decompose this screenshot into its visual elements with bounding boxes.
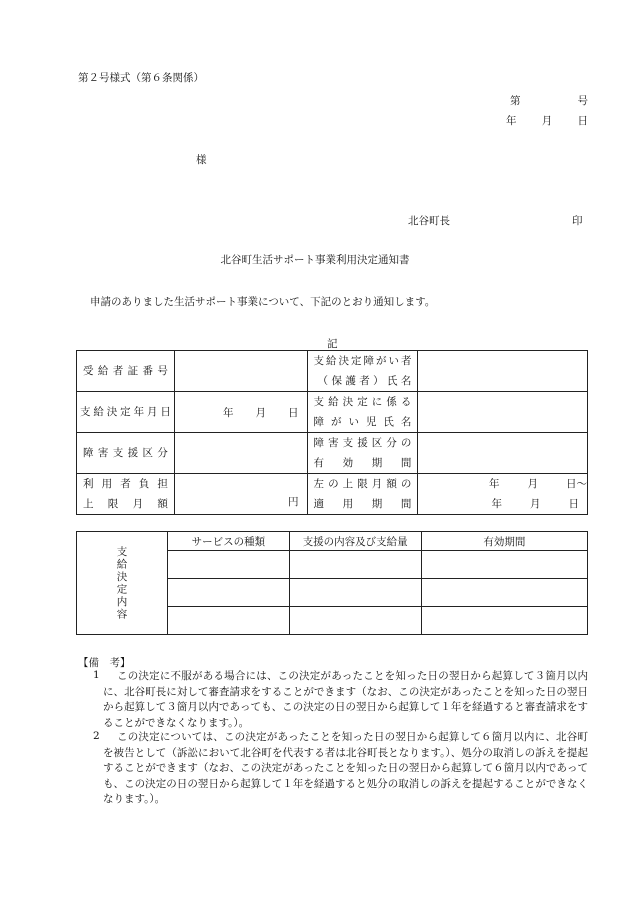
burden-limit-label: 利 用 者 負 担 上 限 月 額 bbox=[77, 474, 175, 515]
table-row bbox=[77, 351, 588, 392]
note-1-text: この決定に不服がある場合には、この決定があったことを知った日の翌日から起算して３箇月以内に、北谷町長に対して審査請求をすることができます（なお、この決定があったことを知った日の翌日から起算して３箇月以内であっても、この決定の日の翌日から起算して１年を経過すると審査請求をすることができなくなります。）。 bbox=[103, 670, 588, 729]
burden-limit-value: 円 bbox=[174, 474, 307, 515]
document-title: 北谷町生活サポート事業利用決定通知書 bbox=[220, 254, 410, 266]
apply-period-label: 左 の 上 限 月 額 の 適 用 期 間 bbox=[307, 474, 418, 515]
decision-date-value: 年 月 日 bbox=[174, 392, 307, 433]
recipient-name-value bbox=[418, 351, 588, 392]
intro-text: 申請のありました生活サポート事業について、下記のとおり通知します。 bbox=[90, 296, 436, 308]
support-category-value bbox=[174, 433, 307, 474]
decision-content-side-label: 支給決定内容 bbox=[77, 532, 168, 635]
number-suffix: 号 bbox=[577, 95, 588, 107]
seal-mark: 印 bbox=[572, 215, 583, 227]
child-name-label: 支 給 決 定 に 係 る 障 が い 児 氏 名 bbox=[307, 392, 418, 433]
note-2-number: 2 bbox=[93, 730, 100, 742]
document-number-line bbox=[510, 93, 588, 108]
child-name-value bbox=[418, 392, 588, 433]
recipient-name-label: 支 給 決 定 障 が い 者 （ 保 護 者 ） 氏 名 bbox=[307, 351, 418, 392]
notes-heading: 【備 考】 bbox=[78, 657, 131, 669]
recipient-cert-value bbox=[174, 351, 307, 392]
issue-year: 年 bbox=[506, 115, 517, 127]
form-number-label: 第２号様式（第６条関係） bbox=[78, 72, 204, 84]
issue-date-line bbox=[506, 113, 588, 128]
issue-month: 月 bbox=[541, 115, 553, 127]
recipient-cert-label: 受 給 者 証 番 号 bbox=[77, 351, 175, 392]
apply-period-value: 年 月 日〜 年 月 日 bbox=[418, 474, 588, 515]
note-2-text: この決定については、この決定があったことを知った日の翌日から起算して６箇月以内に、北谷町を被告として（訴訟において北谷町を代表する者は北谷町長となります。）、処分の取消しの訴えを提起することができます（なお、この決定があったことを知った日の翌日から起算して６箇月以内であっても、この決定の日の翌日から起算して１年を経過すると処分の取消しの訴えを提起することができなくなります。）。 bbox=[103, 731, 588, 805]
category-period-label: 障 害 支 援 区 分 の 有 効 期 間 bbox=[307, 433, 418, 474]
issuer-name: 北谷町長 bbox=[408, 215, 450, 227]
valid-period-header: 有効期間 bbox=[421, 532, 587, 551]
category-period-value bbox=[418, 433, 588, 474]
ki-marker: 記 bbox=[327, 338, 338, 350]
support-amount-header: 支援の内容及び支給量 bbox=[289, 532, 421, 551]
recipient-info-table bbox=[76, 350, 588, 515]
table-row bbox=[77, 433, 588, 474]
note-1-number: 1 bbox=[93, 669, 100, 681]
decision-date-label: 支 給 決 定 年 月 日 bbox=[77, 392, 175, 433]
decision-content-table bbox=[76, 531, 588, 635]
service-type-header: サービスの種類 bbox=[168, 532, 290, 551]
table-header-row bbox=[77, 532, 588, 551]
table-row bbox=[77, 474, 588, 515]
addressee-suffix: 様 bbox=[196, 154, 207, 166]
support-category-label: 障 害 支 援 区 分 bbox=[77, 433, 175, 474]
table-row bbox=[77, 392, 588, 433]
issue-day: 日 bbox=[577, 115, 588, 127]
number-prefix: 第 bbox=[510, 95, 521, 107]
